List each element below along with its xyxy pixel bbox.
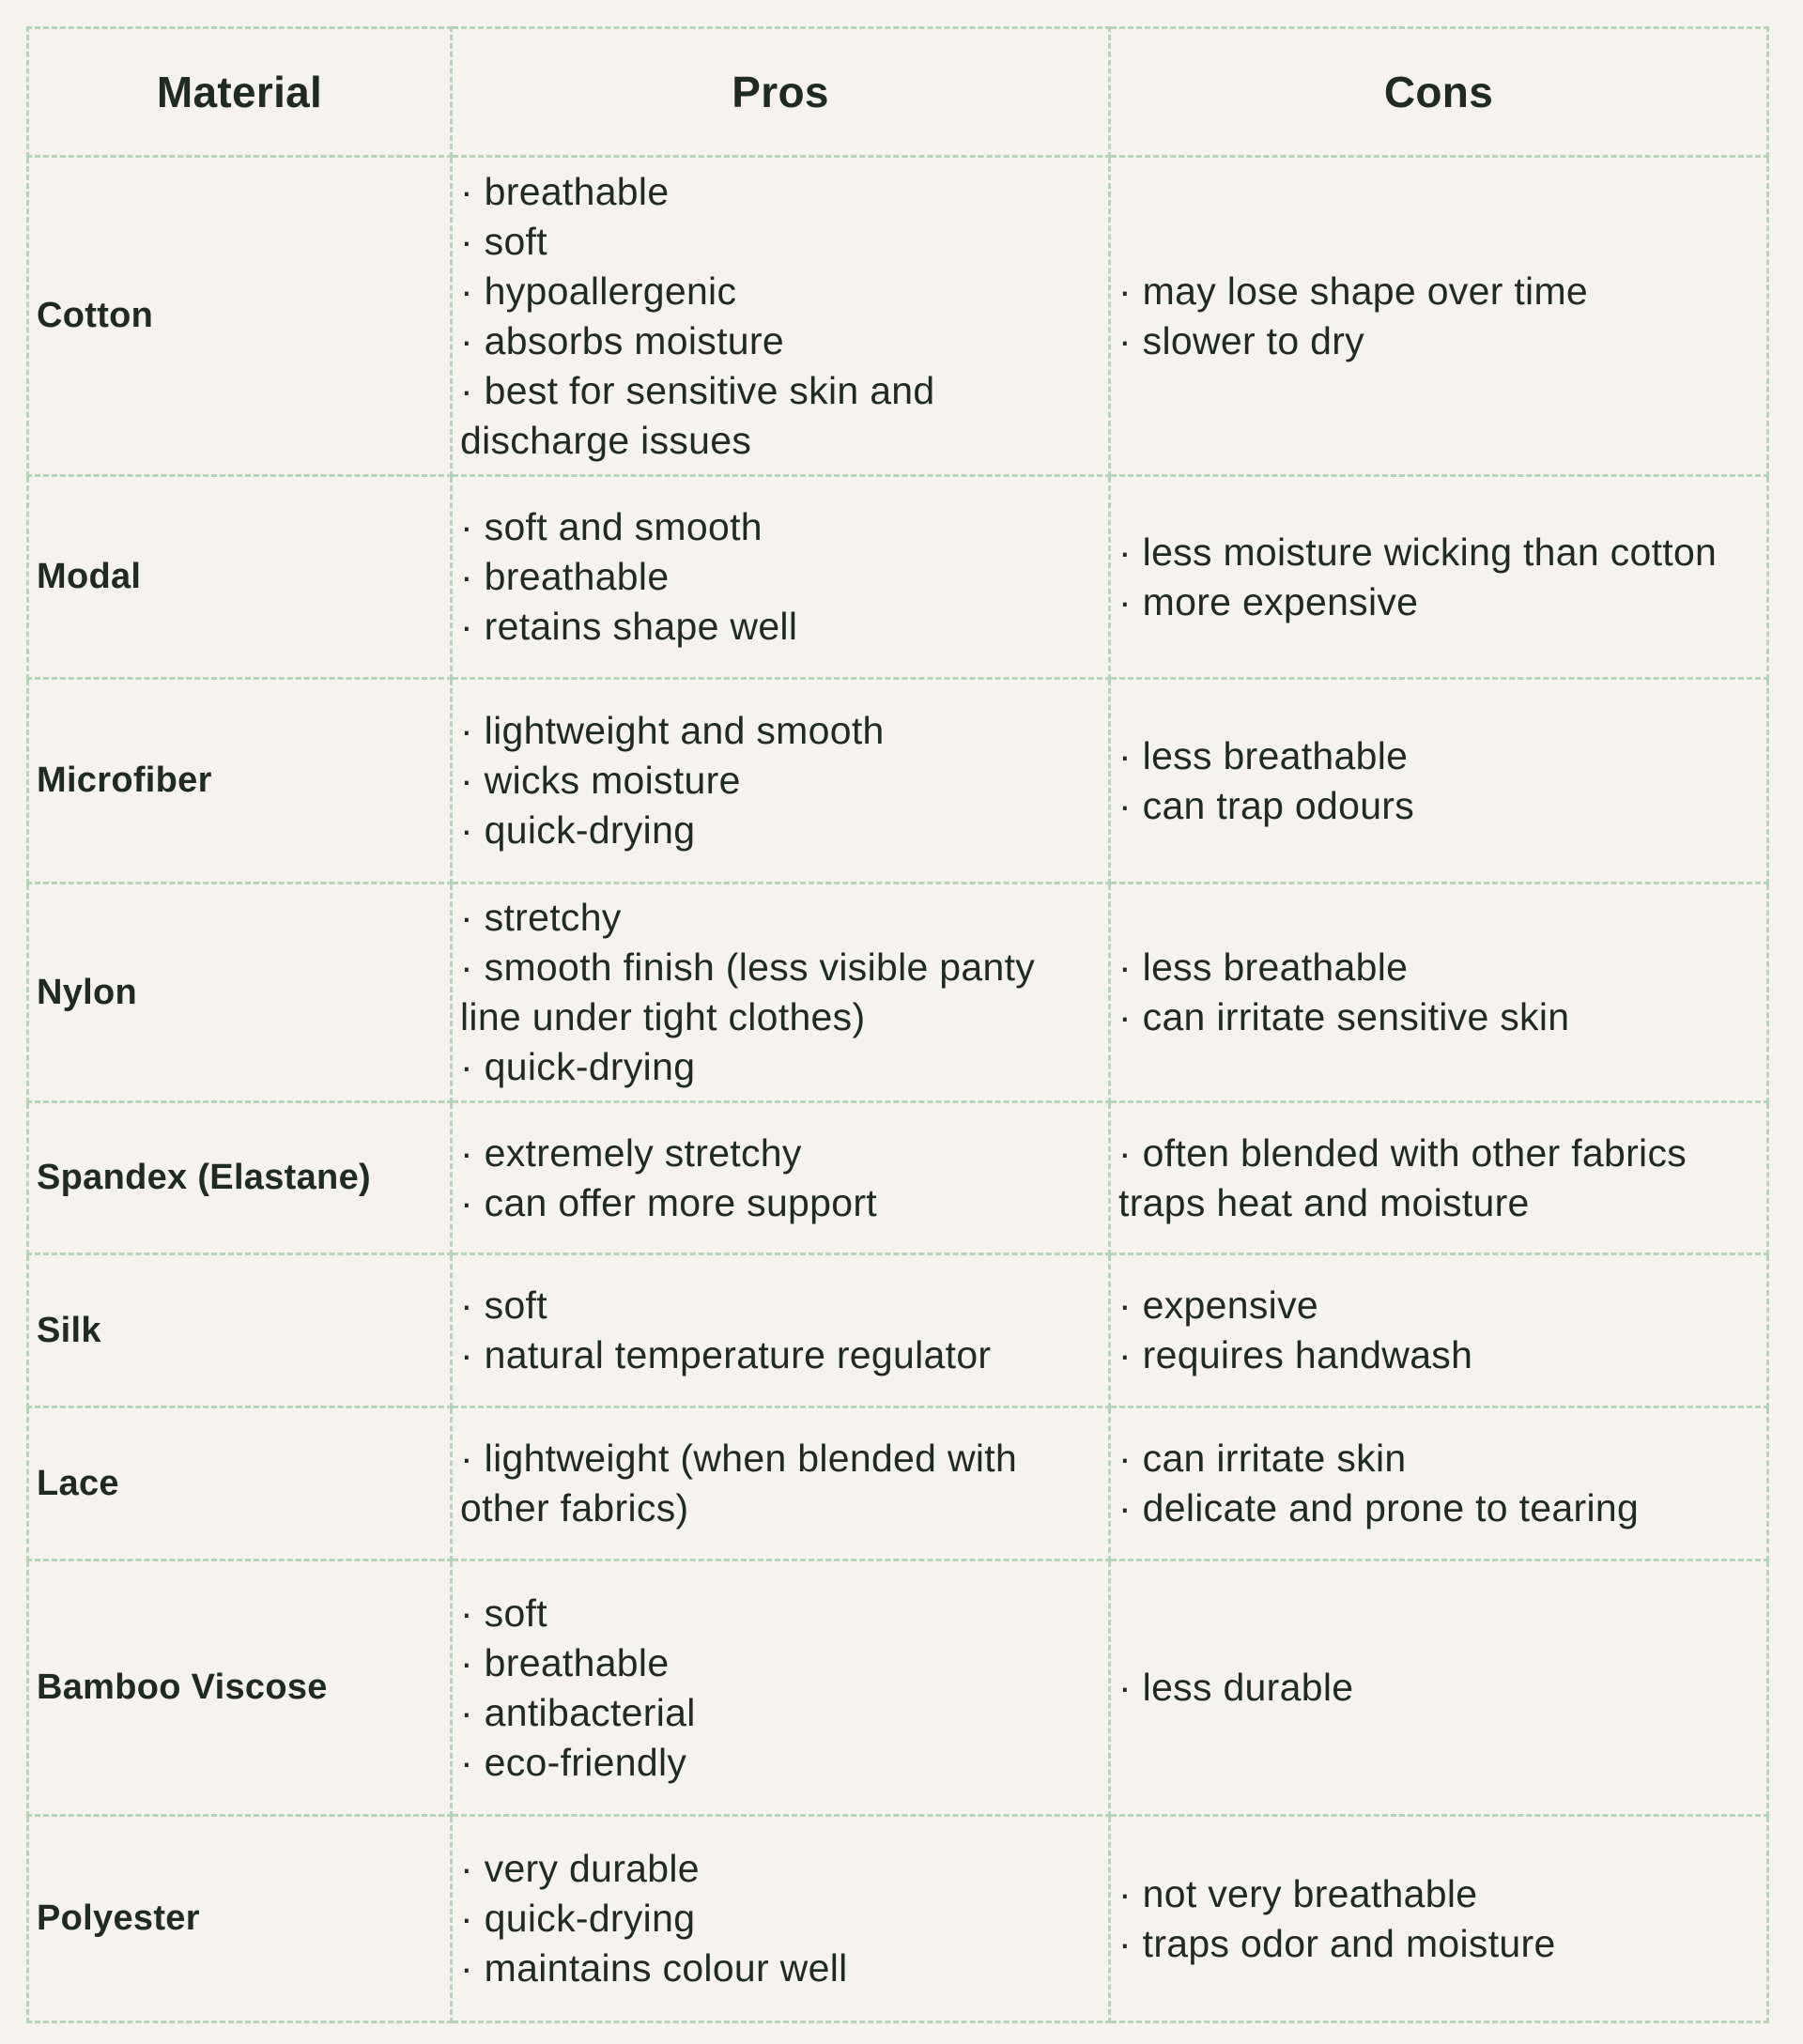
pros-item: · best for sensitive skin and discharge issues (460, 366, 1101, 466)
pros-cell (453, 158, 1111, 477)
cons-item: · can irritate sensitive skin (1118, 992, 1759, 1042)
cons-item: · less breathable (1118, 731, 1759, 781)
material-cell: Bamboo Viscose (26, 1561, 453, 1817)
material-cell: Lace (26, 1408, 453, 1561)
pros-item: · can offer more support (460, 1178, 1101, 1228)
cons-item: · less moisture wicking than cotton (1118, 528, 1759, 577)
cons-cell (1111, 477, 1769, 680)
pros-item: · soft (460, 217, 1101, 267)
pros-item: · hypoallergenic (460, 267, 1101, 316)
material-cell: Cotton (26, 158, 453, 477)
cons-cell (1111, 884, 1769, 1103)
pros-item: · soft (460, 1589, 1101, 1638)
pros-item: · soft and smooth (460, 502, 1101, 552)
pros-item: · quick-drying (460, 806, 1101, 855)
pros-cell (453, 1255, 1111, 1408)
cons-cell (1111, 1561, 1769, 1817)
material-cell: Microfiber (26, 680, 453, 884)
material-cell: Polyester (26, 1817, 453, 2023)
pros-cell (453, 477, 1111, 680)
header-cons: Cons (1111, 26, 1769, 158)
materials-table (26, 26, 1769, 2019)
cons-item: · less durable (1118, 1663, 1759, 1713)
pros-item: · wicks moisture (460, 756, 1101, 806)
pros-item: · maintains colour well (460, 1944, 1101, 1993)
pros-item: · very durable (460, 1844, 1101, 1894)
pros-item: · lightweight and smooth (460, 706, 1101, 756)
pros-cell (453, 1561, 1111, 1817)
pros-item: · stretchy (460, 893, 1101, 943)
cons-item: · not very breathable (1118, 1869, 1759, 1919)
cons-item: · less breathable (1118, 943, 1759, 992)
pros-item: · breathable (460, 167, 1101, 217)
cons-item: · may lose shape over time (1118, 267, 1759, 316)
pros-item: · absorbs moisture (460, 316, 1101, 366)
pros-item: · eco-friendly (460, 1738, 1101, 1788)
cons-item: · requires handwash (1118, 1330, 1759, 1380)
cons-item: · can irritate skin (1118, 1434, 1759, 1483)
pros-item: · soft (460, 1281, 1101, 1330)
pros-item: · quick-drying (460, 1894, 1101, 1944)
pros-item: · retains shape well (460, 602, 1101, 652)
pros-cell (453, 1817, 1111, 2023)
pros-item: · lightweight (when blended with other fabrics) (460, 1434, 1101, 1533)
header-pros: Pros (453, 26, 1111, 158)
pros-item: · natural temperature regulator (460, 1330, 1101, 1380)
pros-item: · breathable (460, 1638, 1101, 1688)
cons-item: · slower to dry (1118, 316, 1759, 366)
cons-cell (1111, 158, 1769, 477)
cons-item: · expensive (1118, 1281, 1759, 1330)
cons-cell (1111, 680, 1769, 884)
cons-cell (1111, 1255, 1769, 1408)
pros-item: · extremely stretchy (460, 1129, 1101, 1178)
cons-cell (1111, 1103, 1769, 1255)
pros-cell (453, 884, 1111, 1103)
cons-item: · more expensive (1118, 577, 1759, 627)
cons-item: · often blended with other fabrics traps heat and moisture (1118, 1129, 1759, 1228)
cons-item: · can trap odours (1118, 781, 1759, 831)
pros-cell (453, 1408, 1111, 1561)
cons-cell (1111, 1408, 1769, 1561)
cons-item: · delicate and prone to tearing (1118, 1483, 1759, 1533)
pros-item: · quick-drying (460, 1042, 1101, 1092)
material-cell: Spandex (Elastane) (26, 1103, 453, 1255)
header-material: Material (26, 26, 453, 158)
pros-item: · antibacterial (460, 1688, 1101, 1738)
cons-cell (1111, 1817, 1769, 2023)
pros-item: · smooth finish (less visible panty line under tight clothes) (460, 943, 1101, 1042)
material-cell: Modal (26, 477, 453, 680)
cons-item: · traps odor and moisture (1118, 1919, 1759, 1969)
pros-item: · breathable (460, 552, 1101, 602)
pros-cell (453, 1103, 1111, 1255)
material-cell: Nylon (26, 884, 453, 1103)
material-cell: Silk (26, 1255, 453, 1408)
pros-cell (453, 680, 1111, 884)
